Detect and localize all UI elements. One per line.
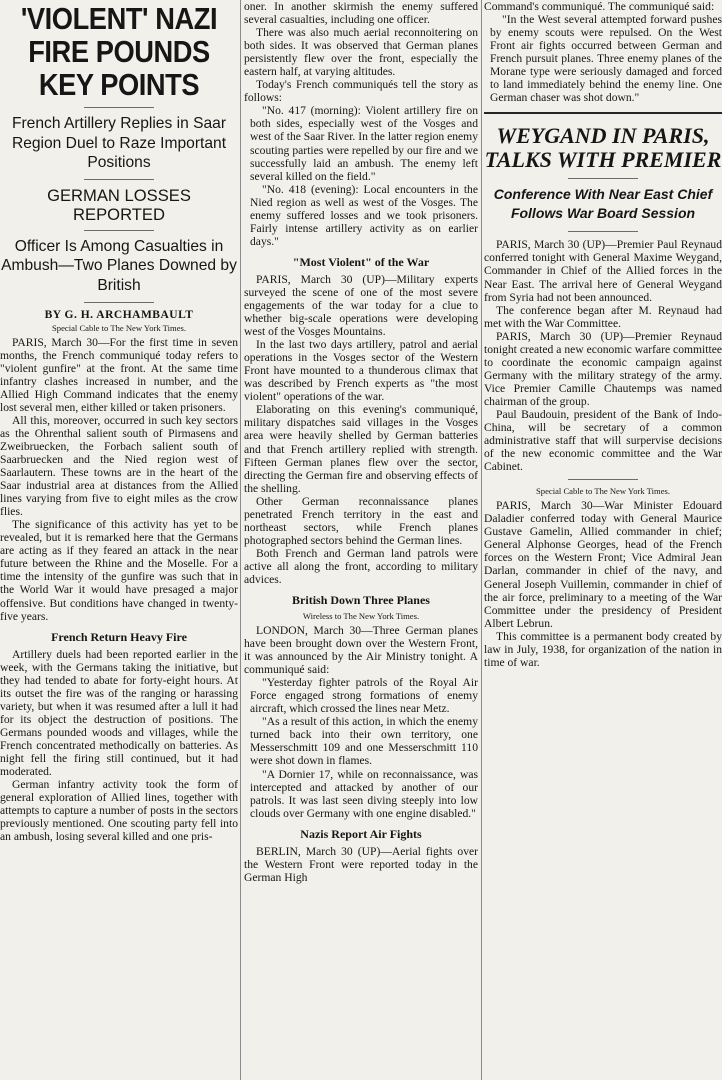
main-headline: 'VIOLENT' NAZI FIRE POUNDS KEY POINTS — [20, 1, 218, 102]
paragraph: Other German reconnaissance planes penetrated French territory in the east and northeast sectors, while French planes photographed sectors behind the German lines. — [244, 494, 478, 547]
paragraph: PARIS, March 30 (UP)—Premier Reynaud tonight created a new economic warfare committee to coordinate the economic campaign against Germany with the military strategy of the army. Vice Premier Camille Chautemps was named chairman of the group. — [484, 329, 722, 408]
subhead: French Return Heavy Fire — [51, 629, 187, 644]
quote-paragraph: "A Dornier 17, while on reconnaissance, was intercepted and attacked by another of our patrols. It was last seen diving steeply into low clouds over Germany with one engine disabled." — [250, 767, 478, 820]
paragraph: Elaborating on this evening's communiqué, military dispatches said villages in the Vosges area were heavily shelled by German batteries and that French artillery replied with strength. Fifteen German planes flew over the sector, directing the German fire and observing effects of the shelling. — [244, 403, 478, 495]
paragraph: There was also much aerial reconnoitering on both sides. It was observed that German planes persistently flew over the front, especially the eastern half, at varying altitudes. — [244, 26, 478, 79]
paragraph: PARIS, March 30 (UP)—Military experts surveyed the scene of one of the most severe engagements of the war today for a clue to whether big-scale operations were developing west of the Vosges Mountains. — [244, 272, 478, 339]
left-column — [0, 0, 238, 1080]
paragraph: Command's communiqué. The communiqué said: — [484, 0, 715, 13]
paragraph: German infantry activity took the form of general exploration of Allied lines, together with attempts to capture a number of posts in the sectors previously mentioned. One scouting party fell into an ambush, losing several killed and one pris- — [0, 778, 238, 844]
weygand-deck: Conference With Near East Chief Follows War Board Session — [493, 186, 713, 222]
quote-paragraph: "No. 418 (evening): Local encounters in the Nied region as well as west of the Vosges. The enemy suffered losses and we took prisoners. Fairly intense artillery activity as on earlier days." — [250, 182, 478, 248]
paragraph: PARIS, March 30—For the first time in seven months, the French communiqué today refers to "violent gunfire" at the front. At the same time infantry clashes increased in number, and the Allied High Command indicates that the enemy lost several men, either killed or taken prisoners. — [0, 335, 238, 414]
deck-losses: GERMAN LOSSES REPORTED — [47, 185, 191, 224]
deck-casualties: Officer Is Among Casualties in Ambush—Two Planes Downed by British — [1, 237, 237, 294]
paragraph: Both French and German land patrols were active all along the front, according to military advices. — [244, 546, 478, 586]
subhead: "Most Violent" of the War — [292, 254, 430, 269]
column-rule-left — [240, 0, 241, 1080]
paragraph: The conference began after M. Reynaud had met with the War Committee. — [484, 303, 722, 330]
quote-paragraph: "In the West several attempted forward pushes by enemy scouts were repulsed. On the West Front air fights occurred between German and French pursuit planes. Three enemy planes of the Morane type were seriously damaged and forced to land immediately behind the enemy line. One German chaser was shot down." — [490, 13, 722, 105]
paragraph: PARIS, March 30—War Minister Edouard Daladier conferred today with General Maurice Gustave Gamelin, Allied commander in chief; General Alphonse Georges, head of the French forces on the Western Front; Vice Admiral Jean Darlan, commander in chief of the navy, and General Joseph Vuillemin, commander in chief of the air force, preliminary to a meeting of the War Committee under the presidency of President Albert Lebrun. — [484, 499, 722, 630]
quote-paragraph: "As a result of this action, in which the enemy turned back into their own territory, one Messerschmitt 109 and one Messerschmitt 110 were shot down in flames. — [250, 715, 478, 768]
paragraph: PARIS, March 30 (UP)—Premier Paul Reynaud conferred tonight with General Maxime Weygand, Commander in Chief of the Allied forces in the Near East. The arrival here of General Weygand from Syria had not been announced. — [484, 238, 722, 304]
paragraph: In the last two days artillery, patrol and aerial operations in the Vosges sector of the Western Front have mounted to a thunderous climax that was described by French experts as "the most violent" operations of the war. — [244, 338, 478, 404]
paragraph: BERLIN, March 30 (UP)—Aerial fights over the Western Front were reported today in the German High — [244, 844, 478, 884]
deck-rule — [84, 179, 154, 180]
quote-paragraph: "Yesterday fighter patrols of the Royal Air Force engaged strong formations of enemy aircraft, which crossed the lines near Metz. — [250, 676, 478, 716]
credit-line: Special Cable to The New York Times. — [52, 322, 186, 333]
headline-rule — [568, 178, 638, 179]
paragraph: Artillery duels had been reported earlier in the week, with the Germans taking the initiative, but they had tended to abate for forty-eight hours. At its outset the fire was of the ranging or harassing variety, but when it was resumed after a lull it had for its object the destruction of positions. The Germans pounded woods and villages, while the French concentrated methodically on batteries. As night fell the firing still continued, but it had moderated. — [0, 647, 238, 779]
headline-rule — [84, 107, 154, 108]
section-rule — [568, 479, 638, 480]
paragraph: LONDON, March 30—Three German planes have been brought down over the Western Front, it was announced by the Air Ministry tonight. A communiqué said: — [244, 624, 478, 677]
deck-rule — [84, 230, 154, 231]
paragraph: This committee is a permanent body created by law in July, 1938, for organization of the nation in time of war. — [484, 629, 722, 669]
weygand-headline: WEYGAND IN PARIS, TALKS WITH PREMIER — [484, 123, 722, 173]
subhead: Nazis Report Air Fights — [300, 826, 422, 841]
subhead: British Down Three Planes — [292, 593, 430, 608]
middle-column — [244, 0, 478, 1080]
credit-line: Special Cable to The New York Times. — [536, 486, 670, 497]
article-divider — [484, 112, 722, 114]
credit-line: Wireless to The New York Times. — [302, 611, 420, 622]
paragraph: Today's French communiqués tell the story as follows: — [244, 78, 478, 105]
paragraph: Paul Baudouin, president of the Bank of Indo-China, will be secretary of a common administrative staff that will surpervise decisions of the new economic committee and the War Cabinet. — [484, 407, 722, 474]
column-rule-right — [481, 0, 482, 1080]
paragraph: The significance of this activity has yet to be revealed, but it is remarked here that the Germans are acting as if they feared an attack in the near future between the Rhine and the Moselle. For a time the intensity of the gunfire was such that in the World War it would have presaged a major offensive. But conditions have changed in twenty-five years. — [0, 518, 238, 623]
right-column — [484, 0, 722, 1080]
byline-rule — [84, 302, 154, 303]
paragraph: oner. In another skirmish the enemy suffered several casualties, including one officer. — [244, 0, 478, 27]
byline: BY G. H. ARCHAMBAULT — [44, 308, 194, 321]
paragraph: All this, moreover, occurred in such key sectors as the Ohrenthal salient south of Pirmasens and Zweibruecken, the Forbach salient south of Saarbruecken and the Nied region west of Saarlautern. These towns are in the heart of the Saar industrial area at distances from the Allied lines varying from five to eight miles as the crow flies. — [0, 413, 238, 519]
deck-artillery: French Artillery Replies in Saar Region Duel to Raze Important Positions — [11, 115, 227, 172]
quote-paragraph: "No. 417 (morning): Violent artillery fire on both sides, especially west of the Vosges and west of the Saar River. In the latter region enemy scouting parties were repelled by our fire and we successfully laid an ambush. The enemy left several killed on the field." — [250, 104, 478, 183]
deck-rule — [568, 231, 638, 232]
